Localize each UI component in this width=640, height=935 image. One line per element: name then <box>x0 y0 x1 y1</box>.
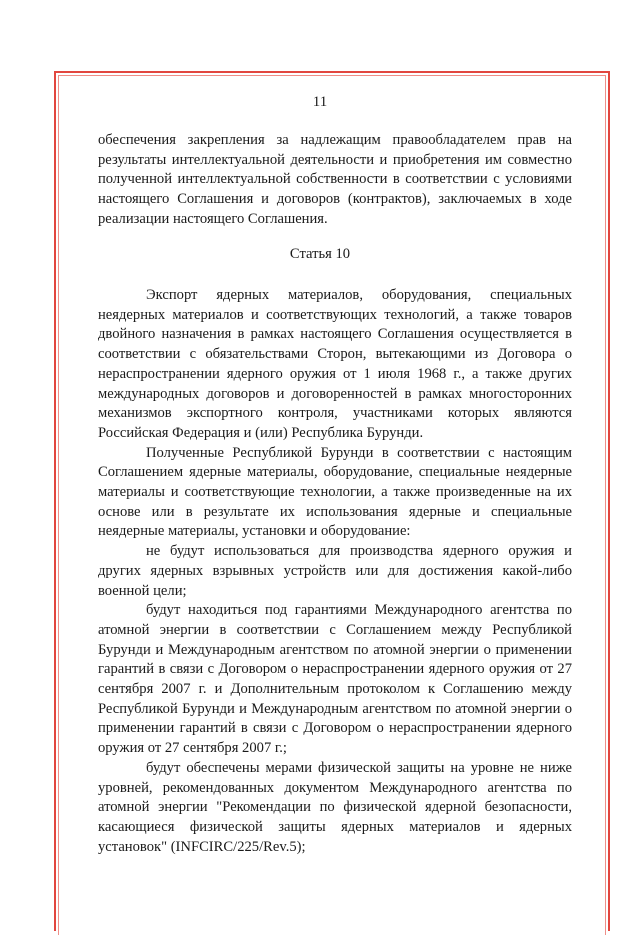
intro-text-block <box>98 131 572 230</box>
paragraph-received-materials: Полученные Республикой Бурунди в соответствии с настоящим Соглашением ядерные материалы, оборудование, специальные неядерные материалы и соответствующие технологии, а также произведенные на их основе или в результате их использования ядерные и специальные неядерные материалы, установки и оборудование: <box>98 444 572 540</box>
article-title: Статья 10 <box>289 246 351 262</box>
paragraph-physical-protection: будут обеспечены мерами физической защиты на уровне не ниже уровней, рекомендованных документом Международного агентства по атомной энергии "Рекомендации по физической ядерной безопасности, касающиеся физической защиты ядерных материалов и ядерных установок" (INFCIRC/225/Rev.5); <box>98 759 572 855</box>
page-number: 11 <box>312 94 328 110</box>
intro-paragraph: обеспечения закрепления за надлежащим правообладателем прав на результаты интеллектуальной деятельности и приобретения им совместно полученной интеллектуальной собственности в соответствии с условиями настоящего Соглашения и договоров (контрактов), заключаемых в ходе реализации настоящего Соглашения. <box>98 132 572 227</box>
article-body <box>98 286 572 857</box>
paragraph-no-weapons: не будут использоваться для производства ядерного оружия и других ядерных взрывных устройств или для достижения какой-либо военной цели; <box>98 543 572 599</box>
paragraph-iaea-safeguards: будут находиться под гарантиями Международного агентства по атомной энергии в соответствии с Соглашением между Республикой Бурунди и Международным агентством по атомной энергии о применении гарантий в связи с Договором о нераспространении ядерного оружия от 27 сентября 2007 г. и Дополнительным протоколом к Соглашению между Республикой Бурунди и Международным агентством по атомной энергии о применении гарантий в связи с Договором о нераспространении ядерного оружия от 27 сентября 2007 г.; <box>98 602 572 757</box>
paragraph-export: Экспорт ядерных материалов, оборудования, специальных неядерных материалов и соответствующих технологий, а также товаров двойного назначения в рамках настоящего Соглашения осуществляется в соответствии с обязательствами Сторон, вытекающими из Договора о нераспространении ядерного оружия от 1 июля 1968 г., а также других международных договоров и договоренностей в рамках многосторонних механизмов экспортного контроля, участниками которых являются Российская Федерация и (или) Республика Бурунди. <box>98 287 572 441</box>
